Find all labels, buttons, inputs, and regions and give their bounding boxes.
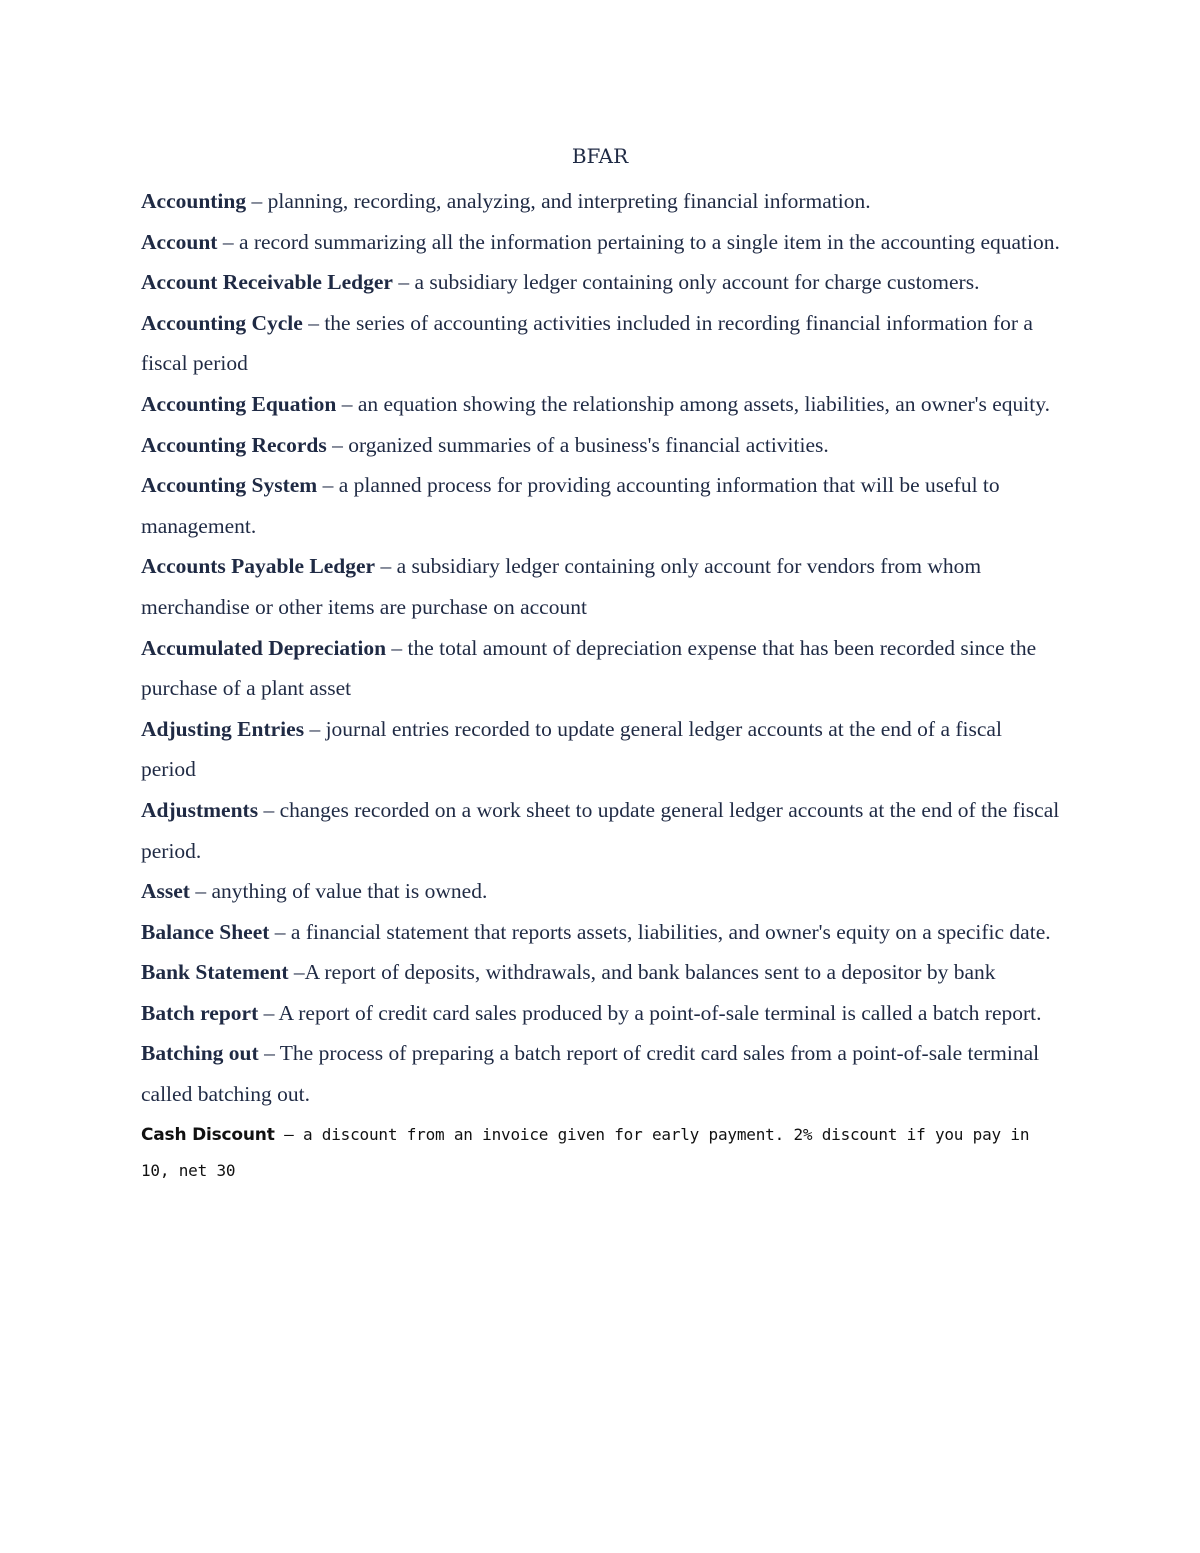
- entry-definition: – journal entries recorded to update general ledger accounts at the end of a fiscal period: [141, 716, 1002, 782]
- entry-definition: – The process of preparing a batch report of credit card sales from a point-of-sale terminal called batching out.: [141, 1041, 1040, 1107]
- entry-term: Adjusting Entries: [141, 716, 305, 741]
- entry-definition: – a subsidiary ledger containing only account for vendors from whom merchandise or other items are purchase on account: [141, 554, 982, 619]
- entry-definition: – the total amount of depreciation expense that has been recorded since the purchase of a plant asset: [141, 635, 1037, 701]
- entry-definition: – A report of credit card sales produced by a point-of-sale terminal is called a batch report.: [258, 1000, 1042, 1025]
- glossary-entry: [141, 628, 1061, 709]
- entry-term: Accounting: [141, 189, 247, 213]
- entry-definition: – anything of value that is owned.: [189, 879, 488, 904]
- glossary-entry: [141, 1033, 1061, 1114]
- glossary-entry: [141, 262, 1061, 303]
- entry-term: Account Receivable Ledger: [141, 270, 393, 295]
- entry-definition: – a subsidiary ledger containing only account for charge customers.: [392, 270, 980, 295]
- entry-definition: –A report of deposits, withdrawals, and bank balances sent to a depositor by bank: [288, 960, 996, 985]
- entry-definition: – planning, recording, analyzing, and interpreting financial information.: [246, 189, 871, 213]
- entry-definition: – a discount from an invoice given for early payment. 2% discount if you pay in 10, net 30: [141, 1124, 1030, 1180]
- entry-term: Bank Statement: [141, 960, 289, 985]
- entry-term: Accounting Records: [141, 432, 327, 457]
- glossary-entry: [141, 303, 1061, 384]
- glossary-list: [141, 181, 1061, 1189]
- entry-term: Balance Sheet: [141, 919, 270, 944]
- entry-term: Accounts Payable Ledger: [141, 554, 376, 579]
- glossary-entry: [141, 425, 1061, 466]
- entry-definition: – a planned process for providing accounting information that will be useful to management.: [141, 473, 1000, 538]
- glossary-entry: [141, 384, 1061, 425]
- glossary-entry: [141, 952, 1061, 993]
- entry-term: Accounting System: [141, 473, 318, 498]
- entry-term: Accumulated Depreciation: [141, 635, 387, 660]
- entry-definition: – organized summaries of a business's financial activities.: [326, 432, 829, 457]
- entry-definition: – the series of accounting activities included in recording financial information for a fiscal period: [141, 310, 1033, 376]
- glossary-entry: [141, 465, 1061, 546]
- entry-definition: – a record summarizing all the information pertaining to a single item in the accounting equation.: [217, 229, 1060, 254]
- glossary-entry: [141, 181, 1061, 222]
- entry-definition: – an equation showing the relationship among assets, liabilities, an owner's equity.: [336, 391, 1050, 416]
- glossary-entry: [141, 871, 1061, 912]
- entry-term: Account: [141, 229, 218, 254]
- entry-term: Adjustments: [141, 797, 259, 822]
- glossary-entry: [141, 709, 1061, 790]
- entry-term: Asset: [141, 879, 190, 904]
- glossary-entry: [141, 1117, 1061, 1189]
- glossary-entry: [141, 546, 1061, 627]
- glossary-entry: [141, 993, 1061, 1034]
- entry-term: Batch report: [141, 1000, 259, 1025]
- glossary-entry: [141, 912, 1061, 953]
- entry-definition: – changes recorded on a work sheet to update general ledger accounts at the end of the fiscal period.: [141, 797, 1060, 863]
- entry-term: Accounting Cycle: [141, 310, 303, 335]
- entry-definition: – a financial statement that reports assets, liabilities, and owner's equity on a specific date.: [269, 919, 1051, 944]
- glossary-entry: [141, 790, 1061, 871]
- glossary-entry: [141, 222, 1061, 263]
- entry-term: Batching out: [141, 1041, 259, 1066]
- entry-term: Accounting Equation: [141, 391, 337, 416]
- entry-term: Cash Discount: [141, 1124, 275, 1145]
- document-title: BFAR: [571, 144, 629, 168]
